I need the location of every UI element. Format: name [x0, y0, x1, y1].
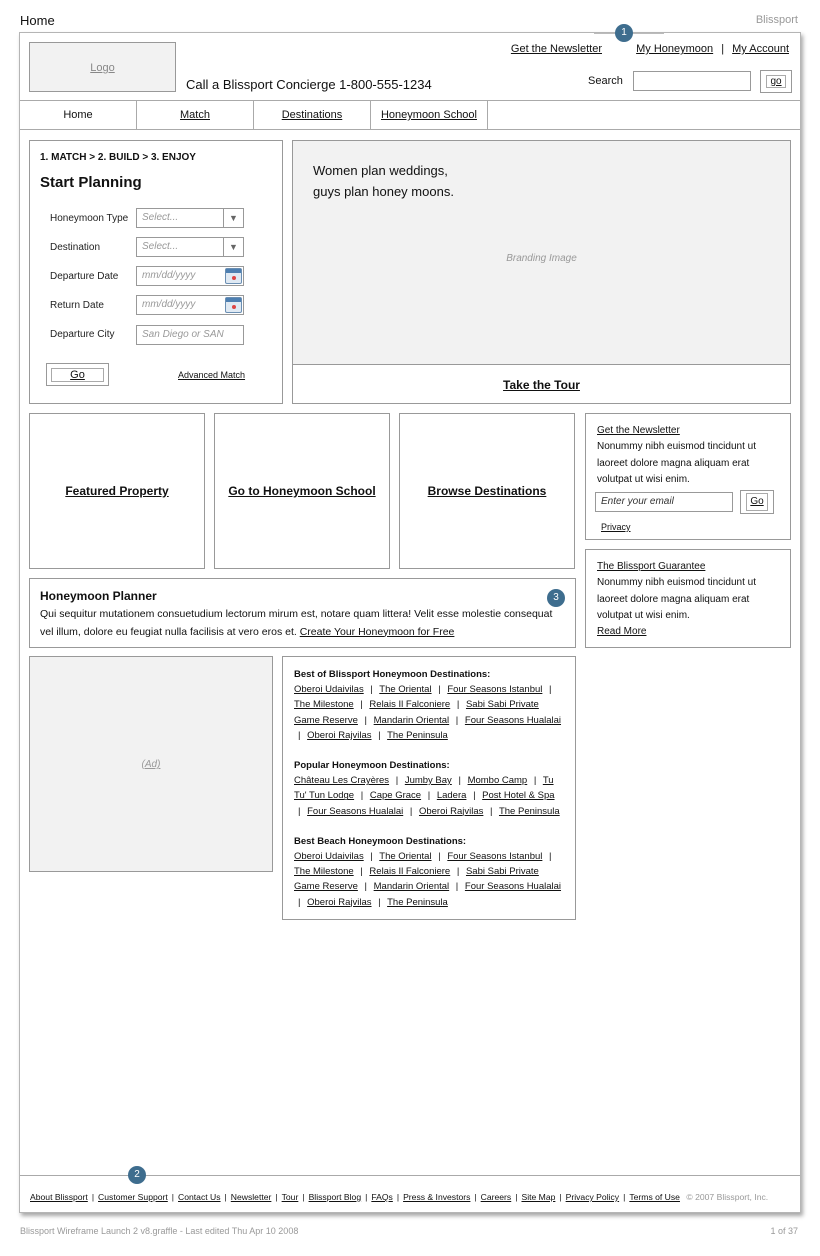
page-title: Home: [20, 13, 55, 28]
footer-link[interactable]: Press & Investors: [403, 1192, 471, 1202]
separator: |: [364, 714, 367, 726]
separator: |: [409, 805, 413, 817]
destination-link[interactable]: Ladera: [436, 790, 467, 802]
footer-link[interactable]: Careers: [480, 1192, 512, 1202]
footer-link[interactable]: Customer Support: [98, 1192, 168, 1202]
destination-link[interactable]: Mombo Camp: [467, 775, 528, 787]
honeymoon-type-label: Honeymoon Type: [50, 213, 129, 224]
separator: |: [427, 790, 431, 802]
destination-link[interactable]: The Milestone: [294, 699, 354, 711]
departure-city-placeholder: San Diego or SAN: [142, 329, 224, 340]
header-links: [511, 43, 789, 55]
separator: |: [721, 43, 725, 55]
start-planning-panel: [29, 140, 283, 404]
tagline-line-1: Women plan weddings,: [313, 163, 448, 178]
guarantee-text: Nonummy nibh euismod tincidunt ut laoreet dolore magna aliquam erat volutpat ut wisi enim.: [597, 577, 756, 621]
separator: |: [458, 775, 461, 787]
departure-city-input[interactable]: [136, 325, 244, 345]
tagline-line-2: guys plan honey moons.: [313, 184, 454, 199]
separator: |: [455, 881, 459, 893]
destination-link[interactable]: Oberoi Rajvilas: [418, 805, 484, 817]
destination-label: Destination: [50, 242, 101, 253]
separator: |: [91, 1192, 95, 1202]
footer-link[interactable]: About Blissport: [30, 1192, 88, 1202]
separator: |: [360, 866, 363, 878]
file-info: Blissport Wireframe Launch 2 v8.graffle - Last edited Thu Apr 10 2008: [20, 1226, 299, 1236]
destination-link[interactable]: Mandarin Oriental: [373, 881, 450, 893]
newsletter-link[interactable]: Get the Newsletter: [510, 43, 602, 55]
annotation-badge-3: 3: [547, 589, 565, 607]
wireframe-frame: [19, 27, 801, 1213]
tab-destinations[interactable]: Destinations: [254, 101, 371, 129]
destination-link[interactable]: Oberoi Udaivilas: [294, 851, 364, 863]
separator: |: [370, 851, 373, 863]
separator: |: [396, 1192, 400, 1202]
separator: |: [549, 851, 552, 863]
return-date-input[interactable]: [136, 295, 244, 315]
destination-link[interactable]: Jumby Bay: [404, 775, 452, 787]
destination-link[interactable]: Four Seasons Hualalai: [307, 805, 404, 817]
my-account-link[interactable]: My Account: [732, 43, 789, 55]
destination-link[interactable]: The Oriental: [379, 684, 432, 696]
footer-link[interactable]: Privacy Policy: [565, 1192, 620, 1202]
destination-link[interactable]: Sabi Sabi Private Game Reserve: [294, 699, 539, 726]
destination-link[interactable]: Mandarin Oriental: [373, 714, 450, 726]
footer-link[interactable]: Terms of Use: [629, 1192, 680, 1202]
logo[interactable]: Logo: [29, 42, 176, 92]
chevron-down-icon: ▼: [223, 238, 243, 256]
my-honeymoon-link[interactable]: My Honeymoon: [636, 43, 714, 55]
copyright: © 2007 Blissport, Inc.: [686, 1192, 769, 1202]
return-date-placeholder: mm/dd/yyyy: [142, 299, 196, 310]
create-honeymoon-link[interactable]: Create Your Honeymoon for Free: [299, 625, 455, 638]
destination-link[interactable]: The Peninsula: [387, 729, 448, 741]
newsletter-title[interactable]: Get the Newsletter: [597, 425, 680, 436]
newsletter-text: Nonummy nibh euismod tincidunt ut laoreet dolore magna aliquam erat volutpat ut wisi enim.: [597, 441, 756, 485]
separator: |: [378, 896, 381, 908]
footer: [30, 1192, 768, 1202]
destinations-group-popular: [294, 758, 565, 819]
separator: |: [438, 684, 441, 696]
guarantee-title[interactable]: The Blissport Guarantee: [597, 561, 706, 572]
destination-link[interactable]: The Peninsula: [498, 805, 560, 817]
separator: |: [456, 866, 460, 878]
separator: |: [515, 1192, 518, 1202]
separator: |: [378, 729, 381, 741]
guarantee-panel: [585, 549, 791, 648]
destination-link[interactable]: The Milestone: [294, 866, 354, 878]
destination-link[interactable]: Oberoi Rajvilas: [307, 729, 372, 741]
destination-link[interactable]: Post Hotel & Spa: [482, 790, 555, 802]
footer-link[interactable]: FAQs: [371, 1192, 393, 1202]
search-input[interactable]: [633, 71, 751, 91]
featured-property-tile[interactable]: Featured Property: [29, 413, 205, 569]
tab-match[interactable]: Match: [137, 101, 254, 129]
destination-link[interactable]: The Peninsula: [387, 896, 448, 908]
destinations-group-title: Best Beach Honeymoon Destinations:: [294, 835, 467, 847]
read-more-link[interactable]: Read More: [597, 626, 647, 638]
planner-go-button[interactable]: [46, 363, 109, 386]
main-nav: [20, 100, 800, 130]
separator: |: [533, 775, 537, 787]
separator: |: [360, 699, 363, 711]
tagline: [313, 160, 454, 202]
honeymoon-planner-panel: [29, 578, 576, 648]
destination-link[interactable]: Sabi Sabi Private Game Reserve: [294, 866, 539, 893]
separator: |: [224, 1192, 227, 1202]
separator: |: [456, 699, 460, 711]
departure-city-label: Departure City: [50, 329, 115, 340]
separator: |: [364, 881, 367, 893]
brand-label: Blissport: [755, 14, 798, 26]
honeymoon-planner-title: Honeymoon Planner: [40, 589, 157, 603]
destinations-panel: [282, 656, 576, 920]
search-label: Search: [588, 75, 623, 87]
planner-title: Start Planning: [40, 174, 142, 191]
footer-link[interactable]: Site Map: [521, 1192, 556, 1202]
footer-link[interactable]: Contact Us: [178, 1192, 221, 1202]
destinations-group-title: Best of Blissport Honeymoon Destinations:: [294, 669, 491, 680]
honeymoon-school-tile[interactable]: Go to Honeymoon School: [214, 413, 390, 569]
newsletter-go-button[interactable]: [740, 490, 774, 514]
destination-value: Select...: [142, 241, 179, 252]
annotation-badge-2: 2: [128, 1166, 146, 1184]
separator: |: [171, 1192, 175, 1202]
destinations-list: [294, 682, 565, 743]
branding-image: [293, 141, 790, 365]
separator: |: [298, 896, 301, 908]
destination-link[interactable]: Oberoi Udaivilas: [294, 684, 364, 696]
chevron-down-icon: ▼: [223, 209, 243, 227]
destination-link[interactable]: Oberoi Rajvilas: [307, 896, 372, 908]
footer-link[interactable]: Tour: [281, 1192, 299, 1202]
separator: |: [490, 805, 493, 817]
destinations-group-best-of: [294, 667, 565, 743]
separator: |: [298, 805, 301, 817]
separator: |: [395, 775, 399, 787]
separator: |: [455, 714, 459, 726]
return-date-label: Return Date: [50, 300, 104, 311]
footer-links: [30, 1192, 680, 1202]
privacy-link[interactable]: Privacy: [601, 522, 631, 532]
destination-link[interactable]: Château Les Crayères: [294, 775, 390, 787]
destinations-list: [294, 773, 565, 819]
footer-link[interactable]: Newsletter: [230, 1192, 272, 1202]
newsletter-go-label: Go: [746, 493, 767, 511]
separator: |: [370, 684, 373, 696]
newsletter-panel: [585, 413, 791, 540]
advanced-match-link[interactable]: Advanced Match: [178, 370, 246, 380]
branding-image-label: Branding Image: [506, 253, 577, 264]
honeymoon-planner-body: Qui sequitur mutationem consuetudium lectorum mirum est, notare quam littera! Velit esse molestie consequat vel illum, dolore eu feugiat nulla facilisis at vero eros et.: [40, 608, 553, 638]
take-tour-link[interactable]: Take the Tour: [503, 378, 580, 392]
search-go-button[interactable]: [760, 70, 792, 93]
destination-link[interactable]: Four Seasons Istanbul: [447, 684, 543, 696]
separator: |: [438, 851, 441, 863]
planner-go-label: Go: [51, 368, 104, 382]
destinations-group-beach: [294, 834, 565, 910]
calendar-icon[interactable]: [225, 268, 242, 284]
browse-destinations-tile[interactable]: Browse Destinations: [399, 413, 575, 569]
separator: |: [549, 684, 552, 696]
separator: |: [559, 1192, 562, 1202]
honeymoon-planner-text: [40, 606, 565, 641]
honeymoon-type-select[interactable]: [136, 208, 244, 228]
destination-link[interactable]: Four Seasons Hualalai: [464, 714, 562, 726]
ad-placeholder[interactable]: (Ad): [29, 656, 273, 872]
planner-steps: 1. MATCH > 2. BUILD > 3. ENJOY: [40, 152, 196, 163]
honeymoon-type-value: Select...: [142, 212, 179, 223]
email-field[interactable]: Enter your email: [595, 492, 733, 512]
destination-link[interactable]: Four Seasons Istanbul: [447, 851, 543, 863]
tab-home[interactable]: Home: [20, 101, 137, 129]
destinations-list: [294, 849, 565, 910]
footer-link[interactable]: Blissport Blog: [308, 1192, 362, 1202]
branding-panel: [292, 140, 791, 404]
separator: |: [302, 1192, 305, 1202]
departure-date-placeholder: mm/dd/yyyy: [142, 270, 196, 281]
separator: |: [275, 1192, 278, 1202]
calendar-icon[interactable]: [225, 297, 242, 313]
destination-link[interactable]: Relais Il Falconiere: [369, 866, 451, 878]
tab-honeymoon-school[interactable]: Honeymoon School: [371, 101, 488, 129]
departure-date-label: Departure Date: [50, 271, 119, 282]
departure-date-input[interactable]: [136, 266, 244, 286]
destination-link[interactable]: Cape Grace: [369, 790, 422, 802]
destination-select[interactable]: [136, 237, 244, 257]
annotation-badge-1: 1: [615, 24, 633, 42]
destination-link[interactable]: Four Seasons Hualalai: [464, 881, 562, 893]
concierge-phone: Call a Blissport Concierge 1-800-555-1234: [186, 77, 432, 92]
destination-link[interactable]: Relais Il Falconiere: [369, 699, 451, 711]
destinations-group-title: Popular Honeymoon Destinations:: [294, 760, 450, 772]
page-number: 1 of 37: [770, 1226, 798, 1236]
separator: |: [623, 1192, 626, 1202]
separator: |: [365, 1192, 368, 1202]
separator: |: [473, 790, 476, 802]
search-go-label: go: [766, 75, 785, 88]
destination-link[interactable]: Tu Tu' Tun Lodge: [294, 775, 554, 802]
separator: |: [298, 729, 301, 741]
separator: |: [360, 790, 364, 802]
separator: |: [474, 1192, 477, 1202]
destination-link[interactable]: The Oriental: [379, 851, 432, 863]
